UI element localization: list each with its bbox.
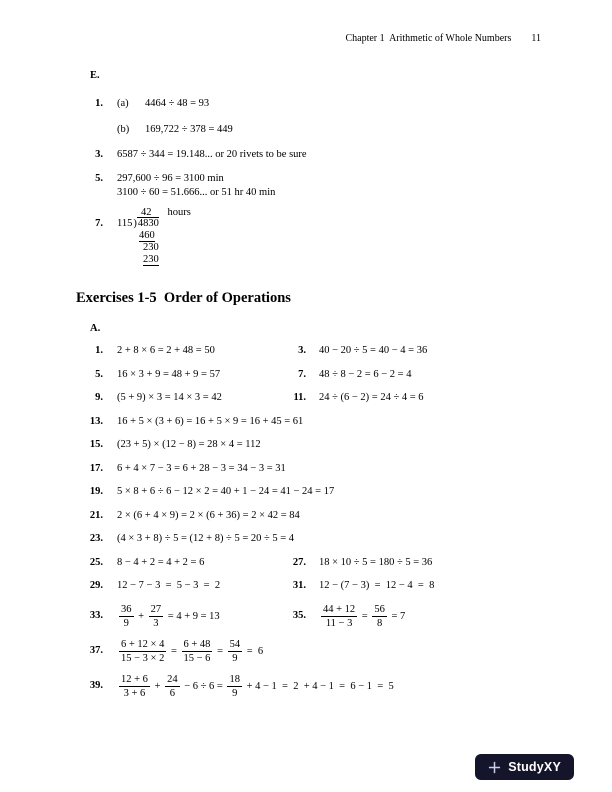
problem-number: 19.: [89, 486, 103, 497]
problem-1a-row: [0, 98, 612, 110]
plus-icon: [488, 761, 501, 774]
dividend: 4830: [137, 218, 159, 229]
problem-row: [0, 416, 612, 427]
divisor: 115: [117, 218, 133, 229]
fraction-numerator: 36: [121, 603, 132, 615]
problem-row: [0, 533, 612, 544]
problem-number: 37.: [89, 645, 103, 656]
solution-text: 297,600 ÷ 96 = 3100 min: [117, 172, 224, 184]
division-step: 460: [139, 229, 155, 241]
problem-5-row-1: [0, 173, 612, 185]
solution-text: (4 × 3 + 8) ÷ 5 = (12 + 8) ÷ 5 = 20 ÷ 5 = 4: [117, 533, 295, 544]
solution-text: 48 ÷ 8 − 2 = 6 − 2 = 4: [319, 368, 412, 380]
fraction-denominator: 9: [119, 616, 134, 629]
solution-text: 3100 ÷ 60 = 51.666... or 51 hr 40 min: [117, 187, 276, 198]
solution-tail: = 6: [246, 645, 264, 657]
operator: − 6 ÷ 6 =: [184, 680, 223, 692]
exercises-heading: Exercises 1-5 Order of Operations: [76, 290, 291, 306]
fraction-numerator: 12 + 6: [121, 673, 148, 685]
problem-row: [0, 580, 612, 591]
problem-number: 3.: [95, 149, 103, 160]
solutions-content: [0, 70, 612, 709]
problem-number: 1.: [95, 345, 103, 356]
fraction-denominator: 3 + 6: [119, 686, 150, 699]
long-division: [103, 207, 612, 267]
problem-5-row-2: [0, 187, 612, 199]
long-division-quotient-row: [117, 207, 612, 219]
problem-number: 31.: [292, 580, 306, 591]
fraction-numerator: 56: [374, 603, 385, 615]
solution-text: 12 − 7 − 3 = 5 − 3 = 2: [117, 580, 221, 591]
problem-row: [0, 604, 612, 629]
problem-number: 7.: [95, 218, 103, 229]
operator: =: [361, 610, 368, 622]
section-a-label: A.: [90, 323, 101, 334]
solution-tail: = 4 + 9 = 13: [167, 610, 220, 622]
problem-number: 5.: [95, 368, 103, 380]
fraction-denominator: 6: [165, 686, 180, 699]
fraction: [227, 674, 242, 699]
part-a-label: (a): [117, 98, 129, 109]
fraction-numerator: 54: [229, 638, 241, 650]
chapter-title: Chapter 1 Arithmetic of Whole Numbers: [345, 33, 512, 44]
problem-row: [0, 439, 612, 450]
fraction: [165, 674, 180, 699]
problem-7-row: [0, 207, 612, 267]
problem-row: [0, 369, 612, 380]
problem-number: 39.: [89, 680, 103, 691]
solution-text: 18 × 10 ÷ 5 = 180 ÷ 5 = 36: [319, 556, 433, 568]
problem-row: [0, 463, 612, 474]
problem-number: 25.: [89, 556, 103, 568]
quotient: 42: [141, 206, 152, 218]
part-b-label: (b): [117, 123, 130, 135]
problem-number: 29.: [89, 580, 103, 591]
solution-tail: = 7: [391, 610, 406, 622]
solution-tail: + 4 − 1 = 2 + 4 − 1 = 6 − 1 = 5: [246, 680, 394, 692]
solution-text: (23 + 5) × (12 − 8) = 28 × 4 = 112: [117, 439, 261, 450]
problem-number: 11.: [293, 392, 306, 403]
problem-3-row: [0, 149, 612, 161]
problem-1b-row: [0, 124, 612, 136]
problem-row: [0, 392, 612, 403]
solution-text: [306, 604, 612, 629]
fraction: [149, 604, 164, 629]
fraction-denominator: 8: [372, 616, 387, 629]
section-e-label: E.: [90, 70, 100, 81]
fraction-numerator: 27: [150, 603, 162, 615]
fraction: [321, 604, 357, 629]
problem-number-spacer: [76, 124, 103, 136]
problem-number: 33.: [89, 610, 103, 621]
fraction-denominator: 15 − 6: [183, 652, 211, 664]
fraction-numerator: 24: [167, 673, 178, 685]
solution-text: 169,722 ÷ 378 = 449: [145, 123, 233, 135]
solution-text: 6587 ÷ 344 = 19.148... or 20 rivets to be sure: [117, 149, 307, 160]
operator: +: [138, 610, 145, 622]
problem-number: 23.: [89, 533, 103, 544]
exercise-rows: [0, 345, 612, 699]
problem-row: [0, 674, 612, 699]
problem-number: 3.: [298, 345, 306, 356]
division-step: 230: [143, 242, 159, 253]
problem-number: 27.: [292, 556, 306, 568]
solution-text: 2 × (6 + 4 × 9) = 2 × (6 + 36) = 2 × 42 = 84: [117, 509, 300, 521]
solution-text: 12 − (7 − 3) = 12 − 4 = 8: [319, 580, 435, 591]
solution-text: 16 × 3 + 9 = 48 + 9 = 57: [117, 368, 221, 380]
page-number: 11: [531, 33, 541, 44]
problem-row: [0, 345, 612, 356]
fraction-numerator: 44 + 12: [323, 603, 356, 615]
fraction: [119, 604, 134, 629]
long-division-bracket-row: [117, 218, 612, 230]
solution-text: 5 × 8 + 6 ÷ 6 − 12 × 2 = 40 + 1 − 24 = 41 − 24 = 17: [117, 486, 335, 497]
problem-row: [0, 486, 612, 497]
fraction: [182, 639, 213, 664]
problem-number: 15.: [89, 439, 103, 450]
problem-number: 5.: [95, 172, 103, 184]
solution-text: 8 − 4 + 2 = 4 + 2 = 6: [117, 556, 205, 568]
fraction-numerator: 18: [229, 673, 240, 685]
problem-number: 1.: [95, 98, 103, 109]
problem-row: [0, 557, 612, 568]
solution-text: [103, 639, 612, 664]
fraction: [119, 639, 166, 664]
fraction-numerator: 6 + 12 × 4: [121, 638, 165, 650]
page-header: [345, 33, 541, 44]
solution-text: 6 + 4 × 7 − 3 = 6 + 28 − 3 = 34 − 3 = 31: [117, 462, 286, 474]
fraction: [228, 639, 243, 664]
problem-number: 13.: [89, 415, 103, 427]
fraction-denominator: 9: [227, 686, 242, 699]
solution-text: 40 − 20 ÷ 5 = 40 − 4 = 36: [319, 345, 428, 356]
problem-number: 21.: [89, 509, 103, 521]
problem-row: [0, 510, 612, 521]
fraction: [119, 674, 150, 699]
fraction-numerator: 6 + 48: [183, 638, 211, 650]
solution-text: 24 ÷ (6 − 2) = 24 ÷ 4 = 6: [319, 392, 424, 403]
problem-number: 17.: [89, 462, 103, 474]
division-step: 230: [143, 253, 159, 265]
fraction-denominator: 3: [149, 616, 164, 629]
solution-text: 16 + 5 × (3 + 6) = 16 + 5 × 9 = 16 + 45 = 61: [117, 415, 304, 427]
problem-row: [0, 639, 612, 664]
fraction-denominator: 15 − 3 × 2: [121, 652, 165, 664]
studyxy-logo: [475, 754, 574, 780]
solution-text: 2 + 8 × 6 = 2 + 48 = 50: [117, 345, 215, 356]
logo-text: StudyXY: [508, 760, 561, 774]
problem-number: 35.: [292, 610, 306, 621]
operator: +: [154, 680, 161, 692]
solution-text: 4464 ÷ 48 = 93: [145, 98, 210, 109]
fraction-denominator: 11 − 3: [321, 616, 357, 629]
operator: =: [217, 645, 223, 657]
problem-number: 7.: [298, 368, 306, 380]
solution-text: [103, 674, 612, 699]
division-bracket: ): [133, 218, 137, 229]
problem-number-spacer: [76, 187, 103, 199]
problem-number: 9.: [95, 392, 103, 403]
fraction: [372, 604, 387, 629]
unit-label: hours: [167, 206, 191, 218]
fraction-denominator: 9: [228, 651, 243, 664]
solution-text: [103, 604, 279, 629]
solution-text: (5 + 9) × 3 = 14 × 3 = 42: [117, 392, 222, 403]
operator: =: [170, 645, 177, 657]
